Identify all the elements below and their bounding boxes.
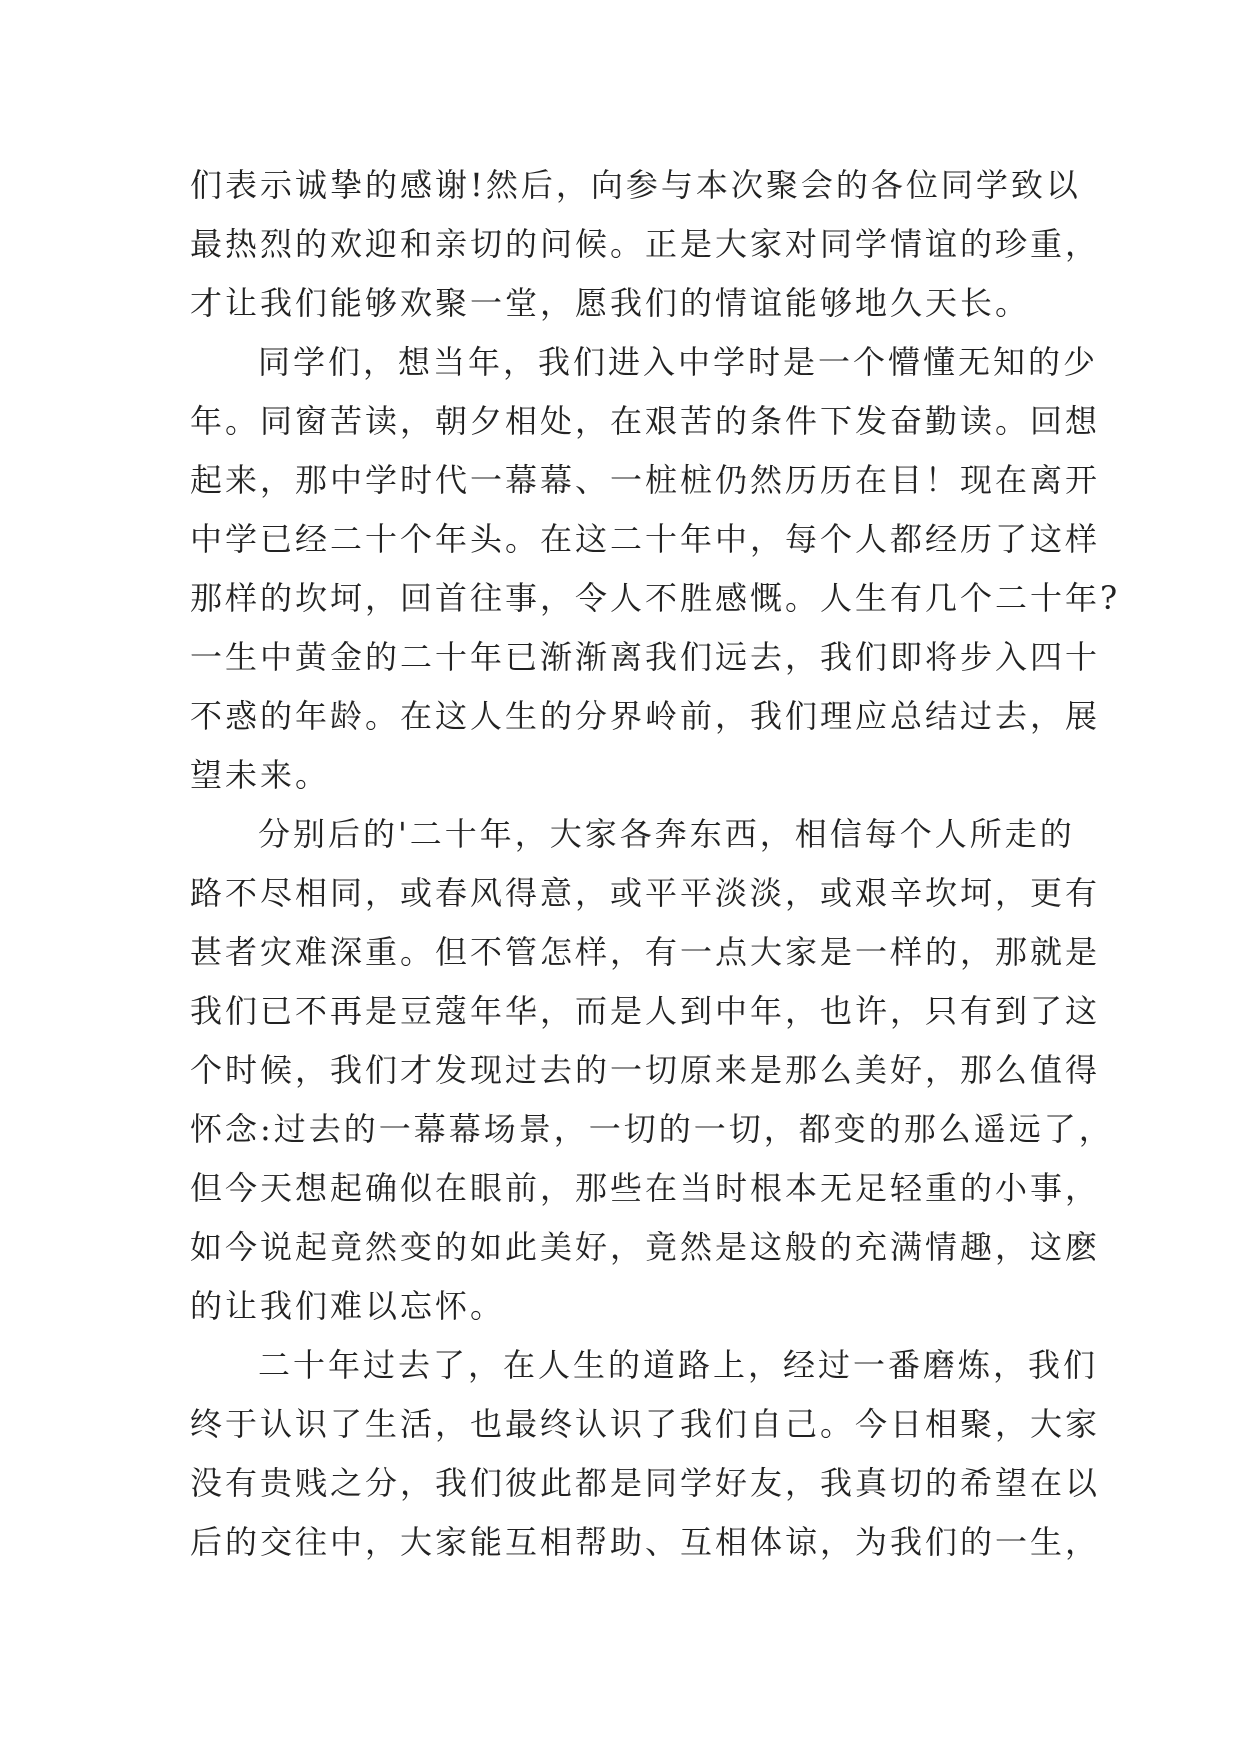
text-line: 终于认识了生活，也最终认识了我们自己。今日相聚，大家 [190,1405,1101,1443]
text-line: 没有贵贱之分，我们彼此都是同学好友，我真切的希望在以 [190,1464,1101,1502]
paragraph [190,333,1121,805]
text-line: 甚者灾难深重。但不管怎样，有一点大家是一样的，那就是 [190,933,1101,971]
text-line: 如今说起竟然变的如此美好，竟然是这般的充满情趣，这麽 [190,1228,1101,1266]
text-line: 望未来。 [190,756,331,794]
text-line: 后的交往中，大家能互相帮助、互相体谅，为我们的一生， [190,1523,1101,1561]
text-line: 二十年过去了，在人生的道路上，经过一番磨炼，我们 [258,1346,1099,1384]
text-line: 我们已不再是豆蔻年华，而是人到中年，也许，只有到了这 [190,992,1101,1030]
paragraph [190,805,1114,1336]
text-line: 不惑的年龄。在这人生的分界岭前，我们理应总结过去，展 [190,697,1101,735]
text-line: 年。同窗苦读，朝夕相处，在艰苦的条件下发奋勤读。回想 [190,402,1101,440]
text-line: 起来，那中学时代一幕幕、一桩桩仍然历历在目！现在离开 [190,461,1101,499]
text-line: 路不尽相同，或春风得意，或平平淡淡，或艰辛坎坷，更有 [190,874,1101,912]
text-line: 个时候，我们才发现过去的一切原来是那么美好，那么值得 [190,1051,1101,1089]
paragraph [190,156,1101,333]
text-line: 怀念:过去的一幕幕场景，一切的一切，都变的那么遥远了， [190,1110,1114,1148]
text-line: 最热烈的欢迎和亲切的问候。正是大家对同学情谊的珍重， [190,225,1101,263]
text-line: 一生中黄金的二十年已渐渐离我们远去，我们即将步入四十 [190,638,1101,676]
text-line: 但今天想起确似在眼前，那些在当时根本无足轻重的小事， [190,1169,1101,1207]
paragraph [190,1336,1101,1572]
text-line: 分别后的'二十年，大家各奔东西，相信每个人所走的 [258,815,1075,853]
text-line: 才让我们能够欢聚一堂，愿我们的情谊能够地久天长。 [190,284,1031,322]
text-line: 同学们，想当年，我们进入中学时是一个懵懂无知的少 [258,343,1099,381]
document-body [190,156,1121,1572]
text-line: 中学已经二十个年头。在这二十年中，每个人都经历了这样 [190,520,1101,558]
text-line: 那样的坎坷，回首往事，令人不胜感慨。人生有几个二十年? [190,579,1121,617]
text-line: 们表示诚挚的感谢!然后，向参与本次聚会的各位同学致以 [190,166,1081,204]
text-line: 的让我们难以忘怀。 [190,1287,506,1325]
